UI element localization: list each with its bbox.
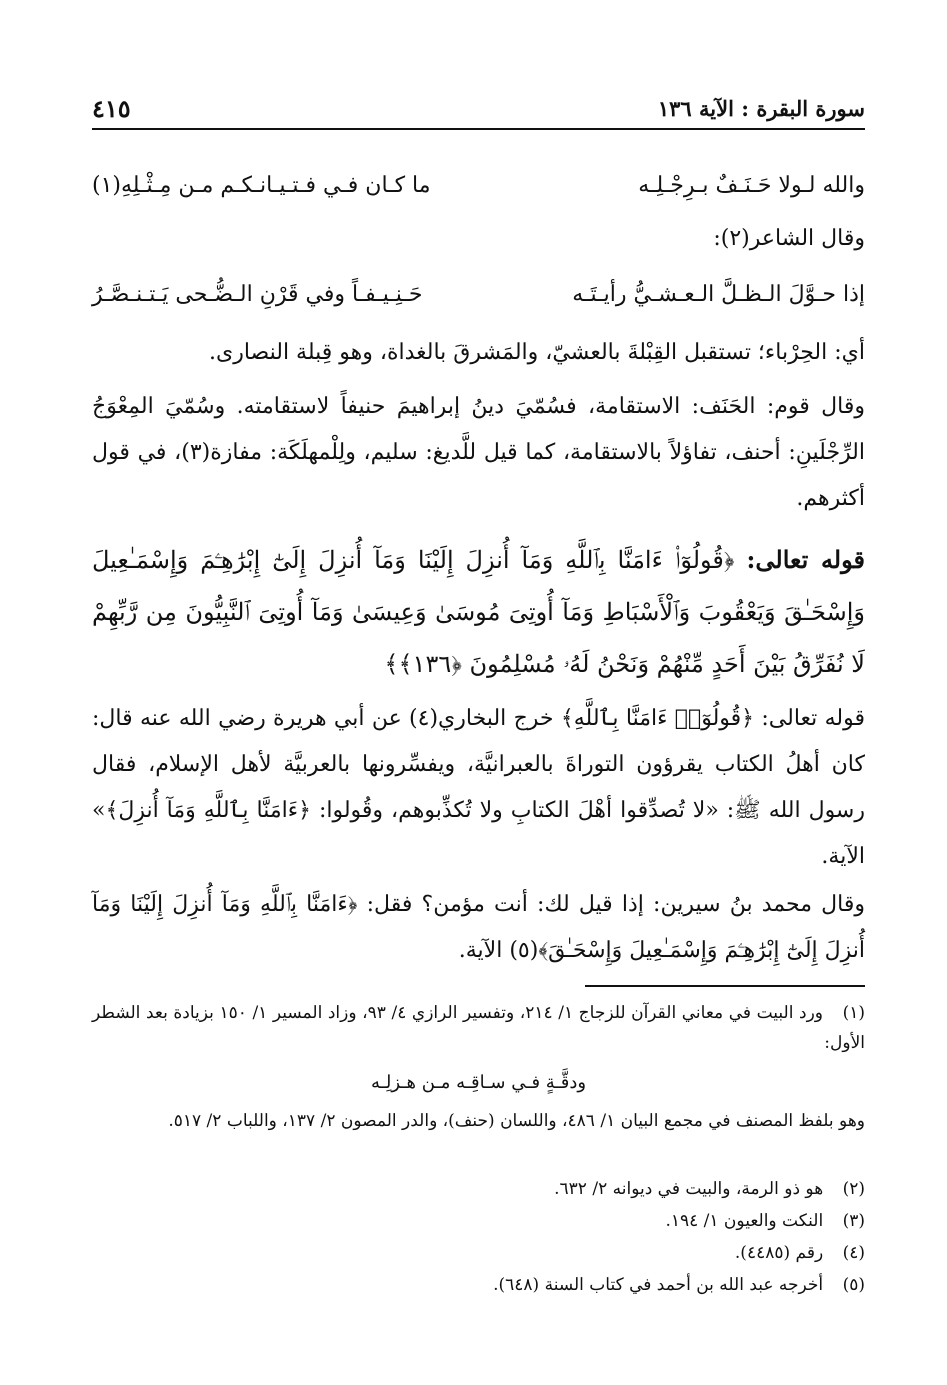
footnote-1-verse: ودقَّـةٍ فـي سـاقِـه مـن هـزلِـه [370, 1072, 587, 1093]
paragraph-bukhari: قوله تعالى: ﴿قُولُوٓا۟ ءَامَنَّا بِٱللَّهِ﴾ خرج البخاري(٤) عن أبي هريرة رضي الله عنه قال: كان أهلُ الكتاب يقرؤون التوراةَ بالعبرانيَّة، ويفسِّرونها بالعربيَّة لأهل الإسلام، فقال رسول الله ﷺ: «لا تُصدِّقوا أهْلَ الكتابِ ولا تُكذِّبوهم، وقُولوا: ﴿ءَامَنَّا بِٱللَّهِ وَمَآ أُنزِلَ﴾» الآية. [92, 706, 865, 869]
paragraph-ibn-sirin: وقال محمد بنُ سيرين: إذا قيل لك: أنت مؤمن؟ فقل: ﴿ءَامَنَّا بِٱللَّهِ وَمَآ أُنزِلَ إِلَيْنَا وَمَآ أُنزِلَ إِلَىٰٓ إِبْرَٰهِـۧمَ وَإِسْمَـٰعِيلَ وَإِسْحَـٰقَ﴾(٥) الآية. [92, 892, 865, 963]
footnote-2 [92, 1174, 865, 1204]
poem-verse-1 [92, 163, 865, 207]
page-number: ٤١٥ [92, 93, 131, 123]
footnote-1-continuation: وهو بلفظ المصنف في مجمع البيان ١/ ٤٨٦، واللسان (حنف)، والدر المصون ٢/ ١٣٧، واللباب ٢/ ٥١٧. [168, 1111, 865, 1131]
verse-1-first-hemistich: والله لـولا حَـنَـفٌ بـرِجْـلِـه [638, 172, 865, 198]
quran-lead: قوله تعالى: [746, 545, 865, 574]
verse-1-second-hemistich: ما كـان فـي فـتـيـانـكـم مـن مِـثْـلِهِ(١) [92, 172, 431, 198]
footnote-3-number: (٣) [842, 1211, 865, 1231]
verse-2-first-hemistich: إذا حـوَّلَ الـظـلَّ الـعـشـيُّ رأيـتَـه [572, 281, 865, 307]
footnote-separator [585, 985, 865, 987]
footnote-4-number: (٤) [842, 1243, 865, 1263]
verse-2-second-hemistich: حَـنِـيـفـاً وفي قَرْنِ الـضُّـحى يَـتـنـصَّـرُ [92, 281, 423, 307]
footnote-5-text: أخرجه عبد الله بن أحمد في كتاب السنة (٦٤٨). [493, 1275, 824, 1295]
footnote-2-text: هو ذو الرمة، والبيت في ديوانه ٢/ ٦٣٢. [554, 1179, 824, 1199]
footnote-3 [92, 1206, 865, 1236]
footnote-5-number: (٥) [842, 1275, 865, 1295]
footnote-2-number: (٢) [842, 1179, 865, 1199]
footnote-1-number: (١) [842, 1003, 865, 1023]
footnote-4 [92, 1238, 865, 1268]
footnote-5 [92, 1270, 865, 1300]
footnote-1-text: ورد البيت في معاني القرآن للزجاج ١/ ٢١٤، وتفسير الرازي ٤/ ٩٣، وزاد المسير ١/ ١٥٠ بزيادة بعد الشطر الأول: [92, 1003, 865, 1053]
quran-text: ﴿قُولُوٓا۟ ءَامَنَّا بِٱللَّهِ وَمَآ أُنزِلَ إِلَيْنَا وَمَآ أُنزِلَ إِلَىٰٓ إِبْرَٰهِـۧمَ وَإِسْمَـٰعِيلَ وَإِسْحَـٰقَ وَيَعْقُوبَ وَٱلْأَسْبَاطِ وَمَآ أُوتِىَ مُوسَىٰ وَعِيسَىٰ وَمَآ أُوتِىَ ٱلنَّبِيُّونَ مِن رَّبِّهِمْ لَا نُفَرِّقُ بَيْنَ أَحَدٍ مِّنْهُمْ وَنَحْنُ لَهُۥ مُسْلِمُونَ ﴿١٣٦﴾﴾ [92, 546, 865, 678]
paragraph-hanaf-definition: وقال قوم: الحَنَف: الاستقامة، فسُمّيَ دينُ إبراهيمَ حنيفاً لاستقامته. وسُمّيَ المِعْوَجُ الرِّجْلَينِ: أحنف، تفاؤلاً بالاستقامة، كما قيل للَّديغ: سليم، ولِلْمهلَكَة: مفازة(٣)، في قول أكثرهم. [92, 394, 866, 511]
page-header [92, 88, 865, 130]
footnote-1 [92, 998, 865, 1058]
poet-intro: وقال الشاعر(٢): [713, 226, 865, 251]
running-title: سورة البقرة : الآية ١٣٦ [657, 95, 865, 121]
poem-verse-2 [92, 272, 865, 316]
footnote-4-text: رقم (٤٤٨٥). [734, 1243, 824, 1263]
quran-verse-block [92, 534, 865, 690]
footnote-3-text: النكت والعيون ١/ ١٩٤. [665, 1211, 824, 1231]
paragraph-chameleon: أي: الحِرْباء؛ تستقبل القِبْلةَ بالعشيّ، والمَشرقَ بالغداة، وهو قِبلة النصارى. [208, 340, 865, 365]
